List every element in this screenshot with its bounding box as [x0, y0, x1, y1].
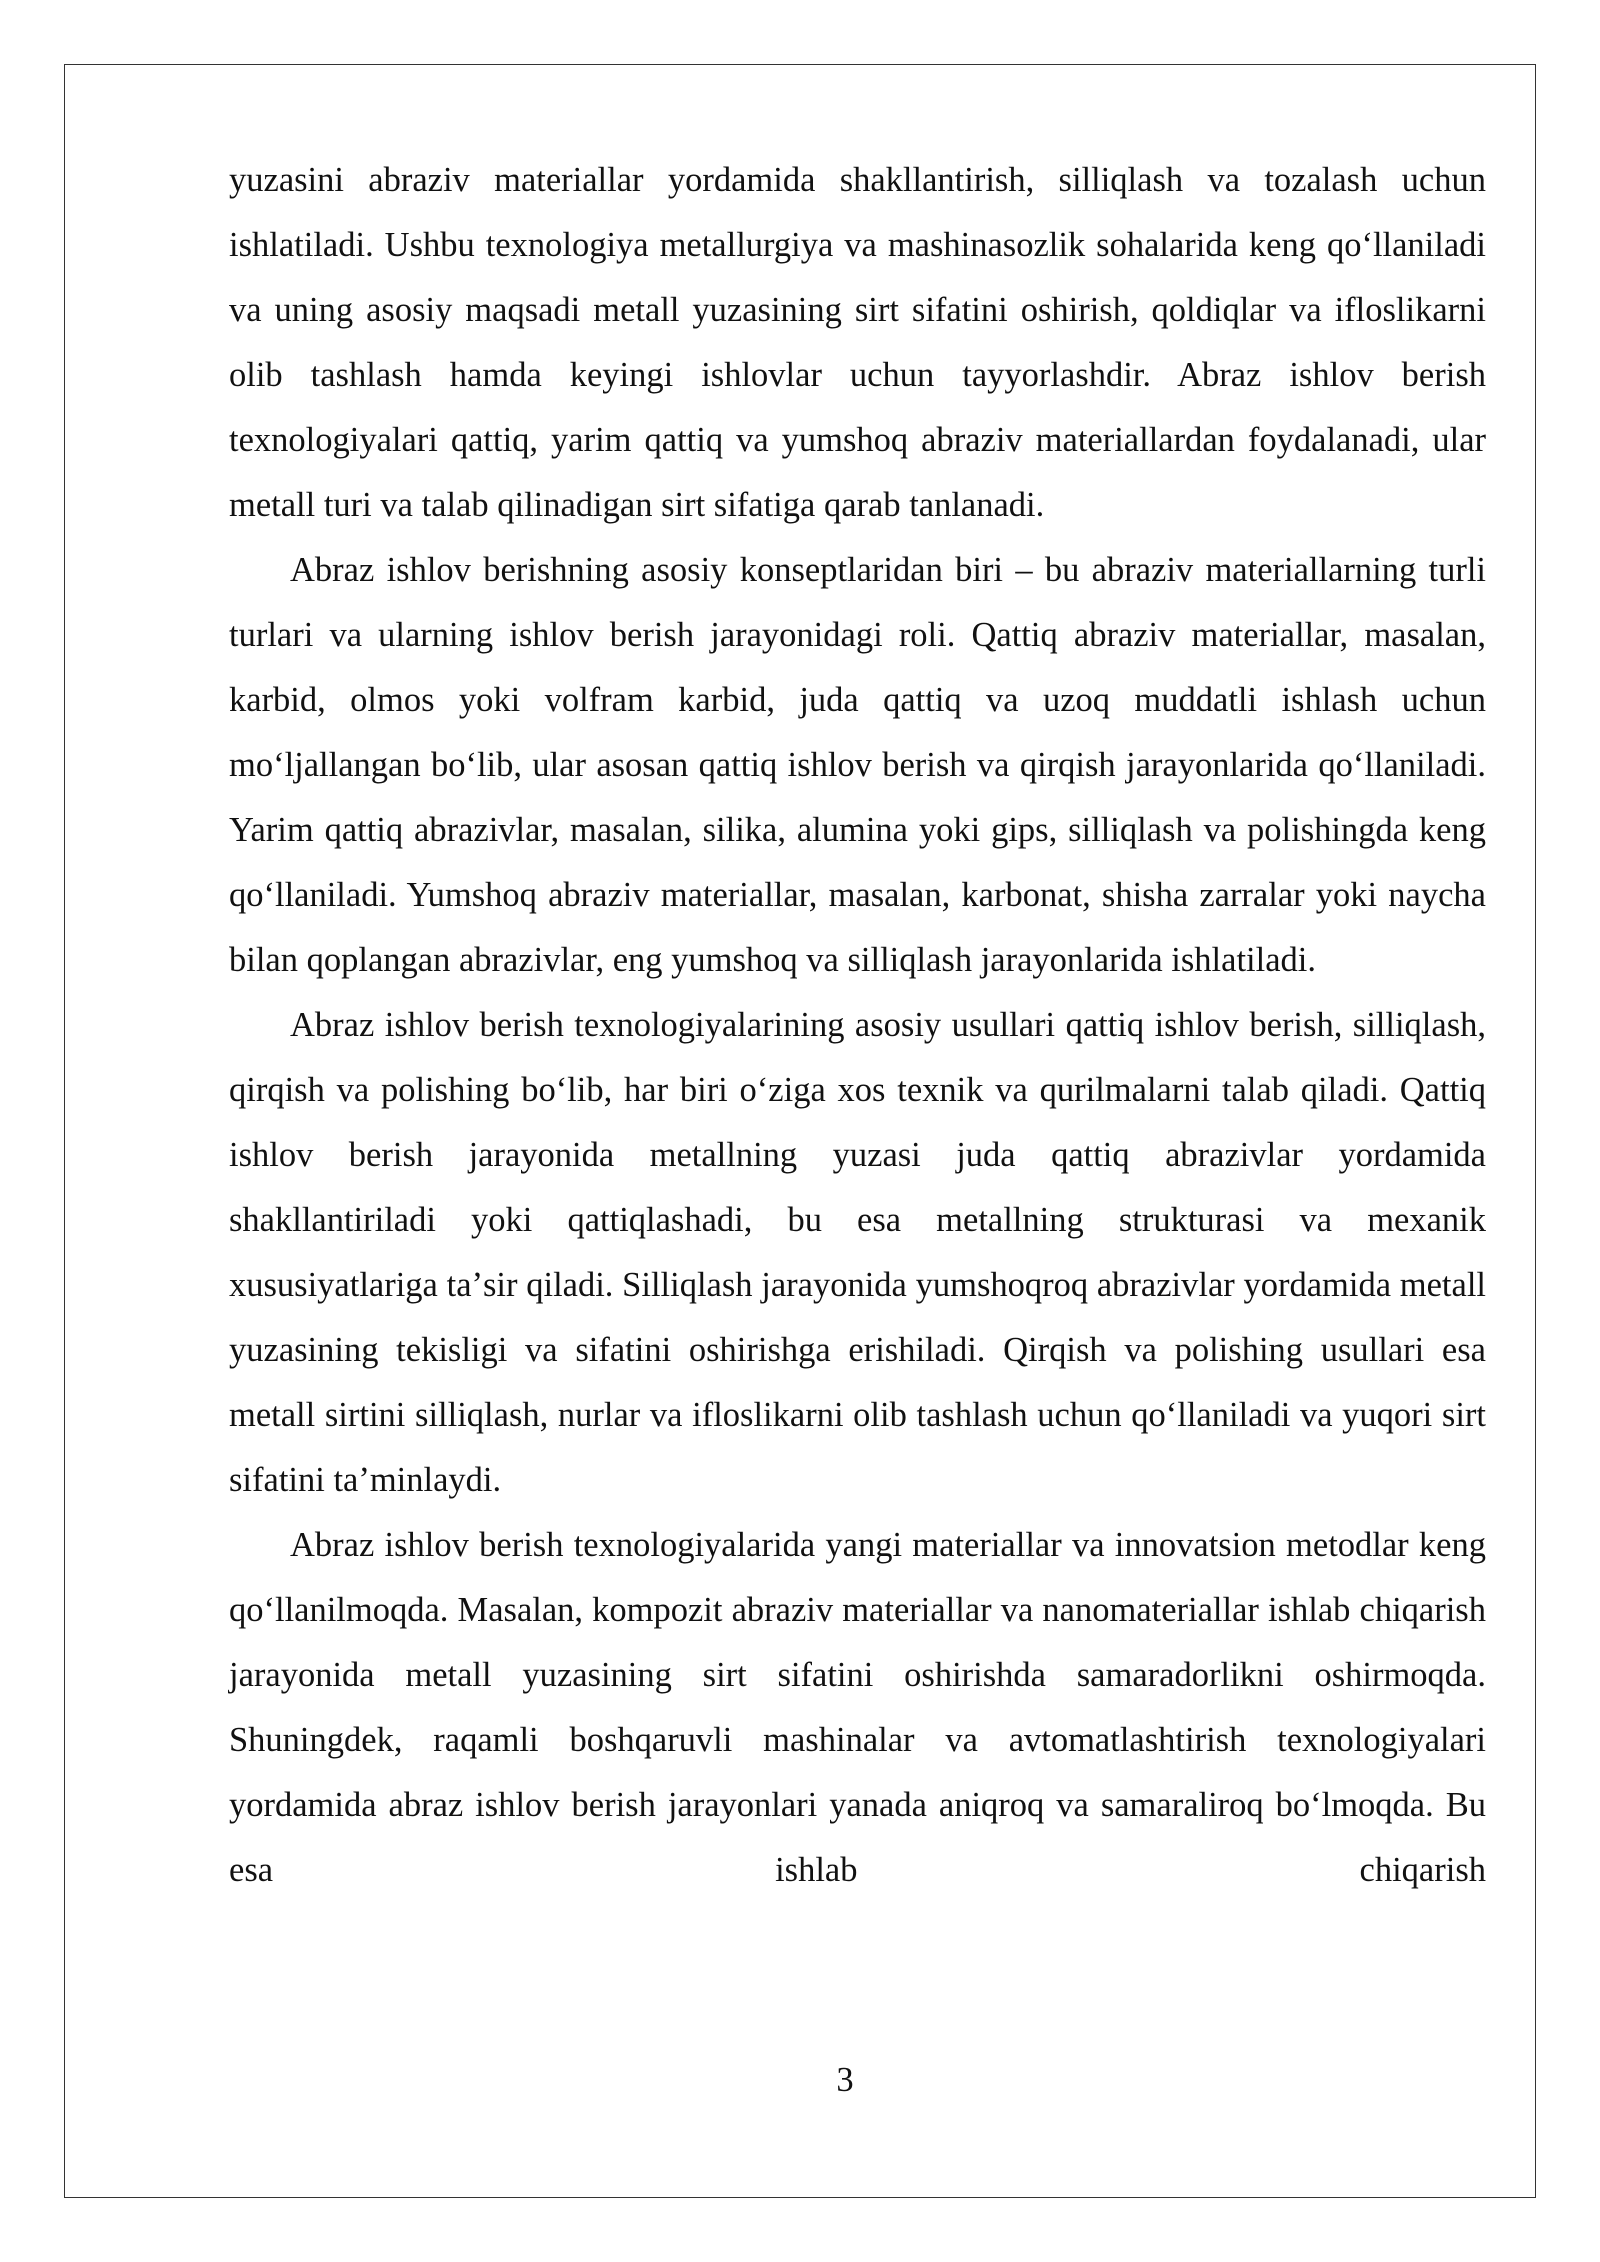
body-text: [229, 148, 1486, 1903]
paragraph-3: Abraz ishlov berish texnologiyalarining asosiy usullari qattiq ishlov berish, silliqlash, qirqish va polishing boʻlib, har biri oʻziga xos texnik va qurilmalarni talab qiladi. Qattiq ishlov berish jarayonida metallning yuzasi juda qattiq abrazivlar yordamida shakllantiriladi yoki qattiqlashadi, bu esa metallning strukturasi va mexanik xususiyatlariga taʼsir qiladi. Silliqlash jarayonida yumshoqroq abrazivlar yordamida metall yuzasining tekisligi va sifatini oshirishga erishiladi. Qirqish va polishing usullari esa metall sirtini silliqlash, nurlar va ifloslikarni olib tashlash uchun qoʻllaniladi va yuqori sirt sifatini taʼminlaydi.: [229, 1006, 1486, 1499]
page-number: 3: [836, 2061, 854, 2099]
paragraph-2: Abraz ishlov berishning asosiy konseptlaridan biri – bu abraziv materiallarning turli turlari va ularning ishlov berish jarayonidagi roli. Qattiq abraziv materiallar, masalan, karbid, olmos yoki volfram karbid, juda qattiq va uzoq muddatli ishlash uchun moʻljallangan boʻlib, ular asosan qattiq ishlov berish va qirqish jarayonlarida qoʻllaniladi. Yarim qattiq abrazivlar, masalan, silika, alumina yoki gips, silliqlash va polishingda keng qoʻllaniladi. Yumshoq abraziv materiallar, masalan, karbonat, shisha zarralar yoki naycha bilan qoplangan abrazivlar, eng yumshoq va silliqlash jarayonlarida ishlatiladi.: [229, 551, 1486, 979]
paragraph-1: yuzasini abraziv materiallar yordamida shakllantirish, silliqlash va tozalash uchun ishlatiladi. Ushbu texnologiya metallurgiya va mashinasozlik sohalarida keng qoʻllaniladi va uning asosiy maqsadi metall yuzasining sirt sifatini oshirish, qoldiqlar va ifloslikarni olib tashlash hamda keyingi ishlovlar uchun tayyorlashdir. Abraz ishlov berish texnologiyalari qattiq, yarim qattiq va yumshoq abraziv materiallardan foydalanadi, ular metall turi va talab qilinadigan sirt sifatiga qarab tanlanadi.: [229, 161, 1486, 524]
paragraph-4: Abraz ishlov berish texnologiyalarida yangi materiallar va innovatsion metodlar keng qoʻllanilmoqda. Masalan, kompozit abraziv materiallar va nanomateriallar ishlab chiqarish jarayonida metall yuzasining sirt sifatini oshirishda samaradorlikni oshirmoqda. Shuningdek, raqamli boshqaruvli mashinalar va avtomatlashtirish texnologiyalari yordamida abraz ishlov berish jarayonlari yanada aniqroq va samaraliroq boʻlmoqda. Bu esa ishlab chiqarish: [229, 1526, 1486, 1889]
